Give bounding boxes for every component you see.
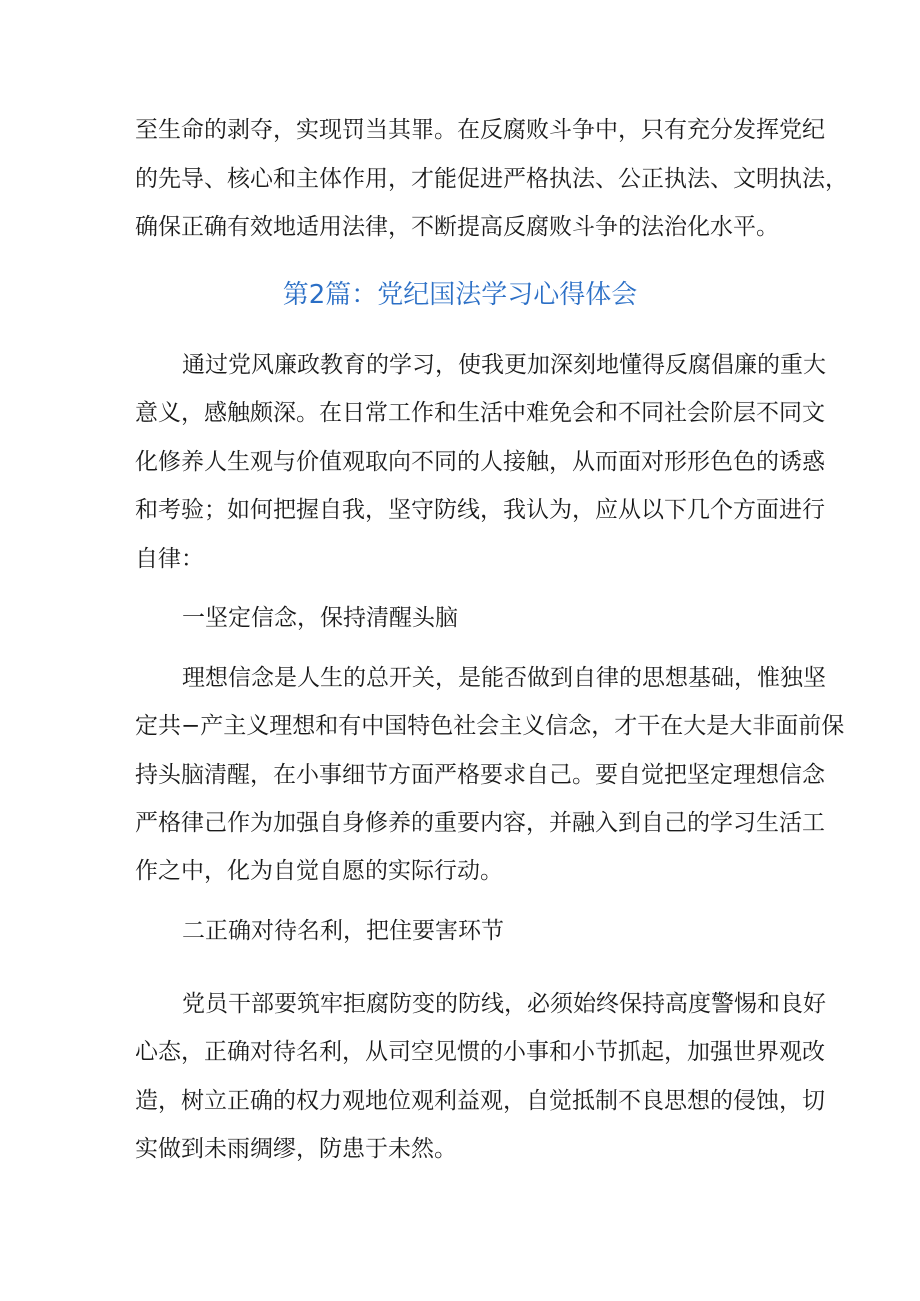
section1-line-5: 作之中，化为自觉自愿的实际行动。 — [135, 858, 503, 884]
section2-line-2: 心态，正确对待名利，从司空见惯的小事和小节抓起，加强世界观改 — [135, 1039, 825, 1065]
intro-line-2: 意义，感触颇深。在日常工作和生活中难免会和不同社会阶层不同文 — [135, 400, 825, 426]
section1-title: 一坚定信念，保持清醒头脑 — [182, 605, 458, 631]
continuation-line-3: 确保正确有效地适用法律，不断提高反腐败斗争的法治化水平。 — [135, 214, 779, 240]
intro-line-3: 化修养人生观与价值观取向不同的人接触，从而面对形形色色的诱惑 — [135, 449, 825, 475]
section-heading: 第2篇：党纪国法学习心得体会 — [282, 280, 638, 310]
intro-line-4: 和考验；如何把握自我，坚守防线，我认为，应从以下几个方面进行 — [135, 497, 825, 523]
section1-line-3: 持头脑清醒，在小事细节方面严格要求自己。要自觉把坚定理想信念 — [135, 762, 825, 788]
continuation-line-1: 至生命的剥夺，实现罚当其罪。在反腐败斗争中，只有充分发挥党纪 — [135, 117, 825, 143]
intro-line-5: 自律： — [135, 546, 204, 572]
intro-line-1: 通过党风廉政教育的学习，使我更加深刻地懂得反腐倡廉的重大 — [182, 352, 826, 378]
section2-line-1: 党员干部要筑牢拒腐防变的防线，必须始终保持高度警惕和良好 — [182, 991, 826, 1017]
section1-line-2: 定共−产主义理想和有中国特色社会主义信念，才干在大是大非面前保 — [135, 713, 845, 739]
section2-line-3: 造，树立正确的权力观地位观利益观，自觉抵制不良思想的侵蚀，切 — [135, 1088, 825, 1114]
section1-line-1: 理想信念是人生的总开关，是能否做到自律的思想基础，惟独坚 — [182, 665, 826, 691]
section1-line-4: 严格律己作为加强自身修养的重要内容，并融入到自己的学习生活工 — [135, 810, 825, 836]
continuation-line-2: 的先导、核心和主体作用，才能促进严格执法、公正执法、文明执法， — [135, 166, 848, 192]
section2-line-4: 实做到未雨绸缪，防患于未然。 — [135, 1136, 457, 1162]
section2-title: 二正确对待名利，把住要害环节 — [182, 918, 504, 944]
